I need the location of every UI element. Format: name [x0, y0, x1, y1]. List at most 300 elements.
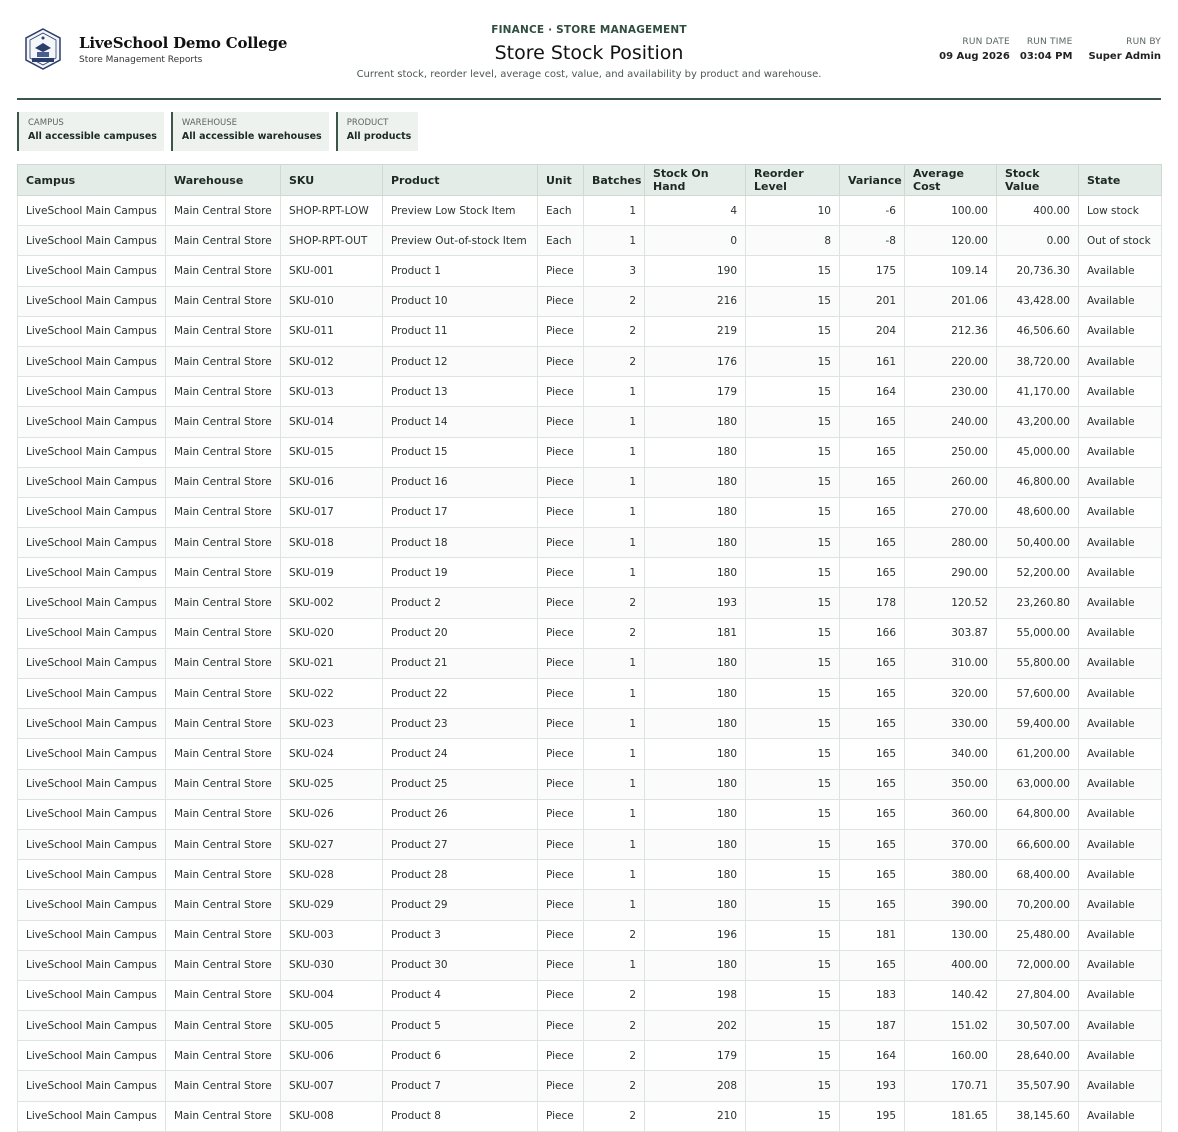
cell-product: Preview Low Stock Item [383, 196, 538, 226]
cell-unit: Piece [538, 829, 584, 859]
cell-state: Available [1079, 558, 1162, 588]
cell-batches: 2 [584, 588, 645, 618]
table-row[interactable] [18, 377, 1162, 407]
cell-product: Product 26 [383, 799, 538, 829]
col-campus[interactable]: Campus [18, 165, 166, 196]
run-by-value: Super Admin [1088, 51, 1161, 62]
cell-sku: SKU-017 [281, 497, 383, 527]
cell-warehouse: Main Central Store [166, 1011, 281, 1041]
cell-variance: 165 [840, 769, 905, 799]
cell-campus: LiveSchool Main Campus [18, 588, 166, 618]
cell-reorder-level: 15 [746, 558, 840, 588]
cell-batches: 1 [584, 860, 645, 890]
table-row[interactable] [18, 618, 1162, 648]
cell-average-cost: 151.02 [905, 1011, 997, 1041]
cell-reorder-level: 15 [746, 1011, 840, 1041]
cell-stock-on-hand: 180 [645, 467, 746, 497]
cell-average-cost: 370.00 [905, 829, 997, 859]
cell-campus: LiveSchool Main Campus [18, 950, 166, 980]
cell-sku: SKU-018 [281, 528, 383, 558]
cell-stock-value: 63,000.00 [997, 769, 1079, 799]
cell-unit: Piece [538, 558, 584, 588]
cell-product: Product 16 [383, 467, 538, 497]
cell-campus: LiveSchool Main Campus [18, 709, 166, 739]
cell-stock-value: 25,480.00 [997, 920, 1079, 950]
table-row[interactable] [18, 346, 1162, 376]
cell-reorder-level: 15 [746, 890, 840, 920]
cell-stock-on-hand: 0 [645, 226, 746, 256]
cell-product: Product 19 [383, 558, 538, 588]
col-stock-on-hand[interactable]: Stock On Hand [645, 165, 746, 196]
cell-warehouse: Main Central Store [166, 860, 281, 890]
cell-stock-on-hand: 180 [645, 890, 746, 920]
cell-stock-value: 55,000.00 [997, 618, 1079, 648]
table-row[interactable] [18, 286, 1162, 316]
cell-product: Product 14 [383, 407, 538, 437]
cell-variance: 195 [840, 1101, 905, 1131]
cell-batches: 1 [584, 497, 645, 527]
cell-state: Available [1079, 618, 1162, 648]
cell-warehouse: Main Central Store [166, 739, 281, 769]
cell-reorder-level: 15 [746, 256, 840, 286]
cell-unit: Piece [538, 709, 584, 739]
run-date-value: 09 Aug 2026 [939, 51, 1010, 62]
table-row[interactable] [18, 558, 1162, 588]
cell-stock-on-hand: 181 [645, 618, 746, 648]
cell-product: Product 28 [383, 860, 538, 890]
cell-product: Product 6 [383, 1041, 538, 1071]
org-name: LiveSchool Demo College [79, 33, 288, 52]
cell-sku: SKU-014 [281, 407, 383, 437]
cell-campus: LiveSchool Main Campus [18, 226, 166, 256]
table-row[interactable] [18, 679, 1162, 709]
cell-variance: 178 [840, 588, 905, 618]
col-stock-value[interactable]: Stock Value [997, 165, 1079, 196]
cell-sku: SKU-020 [281, 618, 383, 648]
cell-batches: 2 [584, 316, 645, 346]
cell-batches: 2 [584, 1071, 645, 1101]
cell-average-cost: 160.00 [905, 1041, 997, 1071]
cell-variance: 164 [840, 377, 905, 407]
cell-batches: 2 [584, 1011, 645, 1041]
cell-average-cost: 290.00 [905, 558, 997, 588]
filter-value: All products [346, 131, 412, 142]
cell-sku: SKU-029 [281, 890, 383, 920]
cell-warehouse: Main Central Store [166, 196, 281, 226]
table-row[interactable] [18, 950, 1162, 980]
cell-average-cost: 212.36 [905, 316, 997, 346]
table-row[interactable] [18, 316, 1162, 346]
cell-stock-value: 20,736.30 [997, 256, 1079, 286]
cell-warehouse: Main Central Store [166, 1041, 281, 1071]
cell-reorder-level: 15 [746, 437, 840, 467]
col-state[interactable]: State [1079, 165, 1162, 196]
cell-warehouse: Main Central Store [166, 437, 281, 467]
report-page [17, 0, 1161, 1123]
cell-product: Product 13 [383, 377, 538, 407]
cell-stock-value: 59,400.00 [997, 709, 1079, 739]
cell-average-cost: 390.00 [905, 890, 997, 920]
cell-state: Available [1079, 860, 1162, 890]
cell-state: Low stock [1079, 196, 1162, 226]
cell-reorder-level: 15 [746, 920, 840, 950]
cell-sku: SKU-027 [281, 829, 383, 859]
table-row[interactable] [18, 528, 1162, 558]
cell-reorder-level: 10 [746, 196, 840, 226]
table-row[interactable] [18, 648, 1162, 678]
cell-stock-value: 38,145.60 [997, 1101, 1079, 1131]
cell-stock-value: 400.00 [997, 196, 1079, 226]
cell-reorder-level: 15 [746, 467, 840, 497]
filter-campus[interactable] [17, 112, 164, 151]
cell-batches: 2 [584, 920, 645, 950]
cell-warehouse: Main Central Store [166, 467, 281, 497]
cell-stock-on-hand: 216 [645, 286, 746, 316]
cell-unit: Piece [538, 346, 584, 376]
cell-stock-on-hand: 190 [645, 256, 746, 286]
cell-warehouse: Main Central Store [166, 679, 281, 709]
col-sku[interactable]: SKU [281, 165, 383, 196]
cell-variance: 165 [840, 739, 905, 769]
table-row[interactable] [18, 196, 1162, 226]
cell-average-cost: 181.65 [905, 1101, 997, 1131]
cell-state: Available [1079, 980, 1162, 1010]
cell-unit: Piece [538, 497, 584, 527]
stock-table [17, 164, 1162, 1132]
report-header [17, 0, 1161, 100]
cell-reorder-level: 15 [746, 316, 840, 346]
cell-state: Available [1079, 679, 1162, 709]
cell-warehouse: Main Central Store [166, 920, 281, 950]
cell-reorder-level: 15 [746, 709, 840, 739]
cell-batches: 1 [584, 558, 645, 588]
cell-stock-on-hand: 180 [645, 769, 746, 799]
cell-campus: LiveSchool Main Campus [18, 890, 166, 920]
table-row[interactable] [18, 226, 1162, 256]
cell-state: Available [1079, 769, 1162, 799]
cell-average-cost: 350.00 [905, 769, 997, 799]
cell-variance: 164 [840, 1041, 905, 1071]
col-average-cost[interactable]: Average Cost [905, 165, 997, 196]
cell-average-cost: 310.00 [905, 648, 997, 678]
cell-variance: 165 [840, 437, 905, 467]
cell-variance: -8 [840, 226, 905, 256]
col-product[interactable]: Product [383, 165, 538, 196]
run-time-label: RUN TIME [1026, 37, 1073, 47]
cell-state: Out of stock [1079, 226, 1162, 256]
cell-unit: Piece [538, 1011, 584, 1041]
run-date-label: RUN DATE [962, 37, 1010, 47]
col-reorder-level[interactable]: Reorder Level [746, 165, 840, 196]
cell-campus: LiveSchool Main Campus [18, 196, 166, 226]
cell-stock-value: 55,800.00 [997, 648, 1079, 678]
cell-stock-on-hand: 180 [645, 950, 746, 980]
cell-warehouse: Main Central Store [166, 769, 281, 799]
cell-campus: LiveSchool Main Campus [18, 799, 166, 829]
cell-state: Available [1079, 920, 1162, 950]
cell-campus: LiveSchool Main Campus [18, 558, 166, 588]
table-row[interactable] [18, 407, 1162, 437]
title-block [317, 24, 861, 80]
table-row[interactable] [18, 256, 1162, 286]
cell-unit: Piece [538, 980, 584, 1010]
cell-unit: Piece [538, 377, 584, 407]
cell-state: Available [1079, 467, 1162, 497]
cell-batches: 1 [584, 467, 645, 497]
cell-unit: Piece [538, 618, 584, 648]
cell-stock-on-hand: 193 [645, 588, 746, 618]
cell-unit: Piece [538, 920, 584, 950]
cell-stock-on-hand: 202 [645, 1011, 746, 1041]
table-row[interactable] [18, 829, 1162, 859]
cell-product: Product 27 [383, 829, 538, 859]
cell-product: Product 22 [383, 679, 538, 709]
brand [23, 28, 287, 70]
cell-state: Available [1079, 950, 1162, 980]
cell-stock-on-hand: 180 [645, 407, 746, 437]
cell-product: Product 23 [383, 709, 538, 739]
cell-reorder-level: 15 [746, 980, 840, 1010]
cell-campus: LiveSchool Main Campus [18, 286, 166, 316]
cell-stock-value: 57,600.00 [997, 679, 1079, 709]
cell-sku: SKU-021 [281, 648, 383, 678]
cell-campus: LiveSchool Main Campus [18, 648, 166, 678]
cell-product: Product 2 [383, 588, 538, 618]
cell-unit: Piece [538, 769, 584, 799]
cell-unit: Piece [538, 890, 584, 920]
cell-sku: SKU-013 [281, 377, 383, 407]
cell-campus: LiveSchool Main Campus [18, 346, 166, 376]
cell-product: Product 7 [383, 1071, 538, 1101]
cell-warehouse: Main Central Store [166, 799, 281, 829]
cell-reorder-level: 15 [746, 679, 840, 709]
cell-reorder-level: 15 [746, 1041, 840, 1071]
cell-stock-on-hand: 180 [645, 437, 746, 467]
cell-variance: 193 [840, 1071, 905, 1101]
cell-campus: LiveSchool Main Campus [18, 528, 166, 558]
cell-variance: 183 [840, 980, 905, 1010]
cell-stock-value: 41,170.00 [997, 377, 1079, 407]
cell-stock-on-hand: 210 [645, 1101, 746, 1131]
cell-batches: 1 [584, 377, 645, 407]
cell-sku: SKU-016 [281, 467, 383, 497]
cell-state: Available [1079, 528, 1162, 558]
cell-unit: Piece [538, 1101, 584, 1131]
table-row[interactable] [18, 890, 1162, 920]
cell-stock-value: 28,640.00 [997, 1041, 1079, 1071]
filter-product[interactable] [336, 112, 419, 151]
cell-stock-on-hand: 180 [645, 860, 746, 890]
cell-campus: LiveSchool Main Campus [18, 316, 166, 346]
cell-campus: LiveSchool Main Campus [18, 1011, 166, 1041]
cell-reorder-level: 8 [746, 226, 840, 256]
cell-sku: SKU-022 [281, 679, 383, 709]
cell-warehouse: Main Central Store [166, 1071, 281, 1101]
cell-state: Available [1079, 739, 1162, 769]
cell-product: Product 29 [383, 890, 538, 920]
cell-warehouse: Main Central Store [166, 256, 281, 286]
cell-variance: 165 [840, 950, 905, 980]
cell-reorder-level: 15 [746, 588, 840, 618]
cell-product: Product 5 [383, 1011, 538, 1041]
filter-warehouse[interactable] [171, 112, 329, 151]
cell-warehouse: Main Central Store [166, 618, 281, 648]
cell-stock-value: 0.00 [997, 226, 1079, 256]
table-row[interactable] [18, 739, 1162, 769]
cell-state: Available [1079, 286, 1162, 316]
cell-product: Product 30 [383, 950, 538, 980]
col-batches[interactable]: Batches [584, 165, 645, 196]
cell-warehouse: Main Central Store [166, 648, 281, 678]
cell-batches: 1 [584, 829, 645, 859]
cell-sku: SHOP-RPT-LOW [281, 196, 383, 226]
run-time [1020, 37, 1073, 62]
table-body [18, 196, 1162, 1132]
cell-reorder-level: 15 [746, 377, 840, 407]
table-row[interactable] [18, 437, 1162, 467]
cell-product: Product 4 [383, 980, 538, 1010]
table-row[interactable] [18, 920, 1162, 950]
cell-stock-on-hand: 196 [645, 920, 746, 950]
cell-reorder-level: 15 [746, 346, 840, 376]
college-crest-icon [23, 28, 63, 70]
cell-warehouse: Main Central Store [166, 316, 281, 346]
table-row[interactable] [18, 709, 1162, 739]
table-row[interactable] [18, 769, 1162, 799]
cell-state: Available [1079, 497, 1162, 527]
cell-variance: 181 [840, 920, 905, 950]
cell-campus: LiveSchool Main Campus [18, 739, 166, 769]
cell-campus: LiveSchool Main Campus [18, 256, 166, 286]
cell-stock-on-hand: 180 [645, 648, 746, 678]
cell-average-cost: 360.00 [905, 799, 997, 829]
cell-unit: Piece [538, 799, 584, 829]
cell-reorder-level: 15 [746, 497, 840, 527]
cell-average-cost: 140.42 [905, 980, 997, 1010]
cell-product: Product 17 [383, 497, 538, 527]
cell-stock-value: 45,000.00 [997, 437, 1079, 467]
cell-batches: 1 [584, 679, 645, 709]
cell-stock-value: 38,720.00 [997, 346, 1079, 376]
table-row[interactable] [18, 588, 1162, 618]
report-eyebrow: FINANCE · STORE MANAGEMENT [491, 24, 687, 36]
org-subtitle: Store Management Reports [79, 54, 203, 65]
cell-product: Product 8 [383, 1101, 538, 1131]
cell-stock-value: 68,400.00 [997, 860, 1079, 890]
cell-batches: 2 [584, 1041, 645, 1071]
cell-campus: LiveSchool Main Campus [18, 920, 166, 950]
cell-product: Product 21 [383, 648, 538, 678]
cell-stock-value: 64,800.00 [997, 799, 1079, 829]
cell-sku: SKU-003 [281, 920, 383, 950]
col-unit[interactable]: Unit [538, 165, 584, 196]
cell-batches: 1 [584, 226, 645, 256]
cell-average-cost: 170.71 [905, 1071, 997, 1101]
cell-batches: 1 [584, 648, 645, 678]
cell-variance: 165 [840, 648, 905, 678]
table-row[interactable] [18, 860, 1162, 890]
cell-batches: 1 [584, 407, 645, 437]
table-row[interactable] [18, 1071, 1162, 1101]
cell-variance: 175 [840, 256, 905, 286]
cell-reorder-level: 15 [746, 950, 840, 980]
cell-reorder-level: 15 [746, 618, 840, 648]
table-row[interactable] [18, 497, 1162, 527]
cell-warehouse: Main Central Store [166, 226, 281, 256]
cell-stock-value: 52,200.00 [997, 558, 1079, 588]
table-row[interactable] [18, 467, 1162, 497]
cell-stock-value: 46,800.00 [997, 467, 1079, 497]
cell-batches: 1 [584, 709, 645, 739]
cell-campus: LiveSchool Main Campus [18, 860, 166, 890]
cell-average-cost: 109.14 [905, 256, 997, 286]
cell-sku: SKU-008 [281, 1101, 383, 1131]
cell-sku: SKU-023 [281, 709, 383, 739]
cell-sku: SKU-026 [281, 799, 383, 829]
run-date [939, 37, 1010, 62]
cell-state: Available [1079, 1101, 1162, 1131]
cell-product: Product 3 [383, 920, 538, 950]
table-row[interactable] [18, 1041, 1162, 1071]
cell-variance: 165 [840, 528, 905, 558]
cell-campus: LiveSchool Main Campus [18, 497, 166, 527]
filter-label: WAREHOUSE [181, 118, 238, 128]
col-warehouse[interactable]: Warehouse [166, 165, 281, 196]
cell-variance: 165 [840, 799, 905, 829]
cell-warehouse: Main Central Store [166, 346, 281, 376]
cell-unit: Each [538, 226, 584, 256]
cell-average-cost: 303.87 [905, 618, 997, 648]
cell-average-cost: 340.00 [905, 739, 997, 769]
cell-batches: 1 [584, 890, 645, 920]
cell-warehouse: Main Central Store [166, 950, 281, 980]
table-row[interactable] [18, 799, 1162, 829]
cell-unit: Piece [538, 437, 584, 467]
cell-state: Available [1079, 437, 1162, 467]
cell-warehouse: Main Central Store [166, 980, 281, 1010]
cell-campus: LiveSchool Main Campus [18, 1041, 166, 1071]
run-by-label: RUN BY [1126, 37, 1161, 47]
cell-product: Product 10 [383, 286, 538, 316]
filter-value: All accessible warehouses [181, 131, 322, 142]
cell-reorder-level: 15 [746, 739, 840, 769]
cell-state: Available [1079, 799, 1162, 829]
cell-variance: 165 [840, 890, 905, 920]
cell-campus: LiveSchool Main Campus [18, 1071, 166, 1101]
table-row[interactable] [18, 980, 1162, 1010]
cell-sku: SKU-024 [281, 739, 383, 769]
table-row[interactable] [18, 1101, 1162, 1131]
cell-stock-value: 27,804.00 [997, 980, 1079, 1010]
cell-reorder-level: 15 [746, 829, 840, 859]
cell-average-cost: 201.06 [905, 286, 997, 316]
cell-warehouse: Main Central Store [166, 890, 281, 920]
cell-unit: Piece [538, 679, 584, 709]
cell-reorder-level: 15 [746, 769, 840, 799]
cell-warehouse: Main Central Store [166, 528, 281, 558]
cell-state: Available [1079, 890, 1162, 920]
cell-stock-on-hand: 176 [645, 346, 746, 376]
cell-product: Product 25 [383, 769, 538, 799]
cell-stock-on-hand: 179 [645, 377, 746, 407]
cell-average-cost: 320.00 [905, 679, 997, 709]
table-row[interactable] [18, 1011, 1162, 1041]
col-variance[interactable]: Variance [840, 165, 905, 196]
cell-unit: Piece [538, 950, 584, 980]
cell-variance: 204 [840, 316, 905, 346]
cell-batches: 1 [584, 950, 645, 980]
cell-average-cost: 230.00 [905, 377, 997, 407]
